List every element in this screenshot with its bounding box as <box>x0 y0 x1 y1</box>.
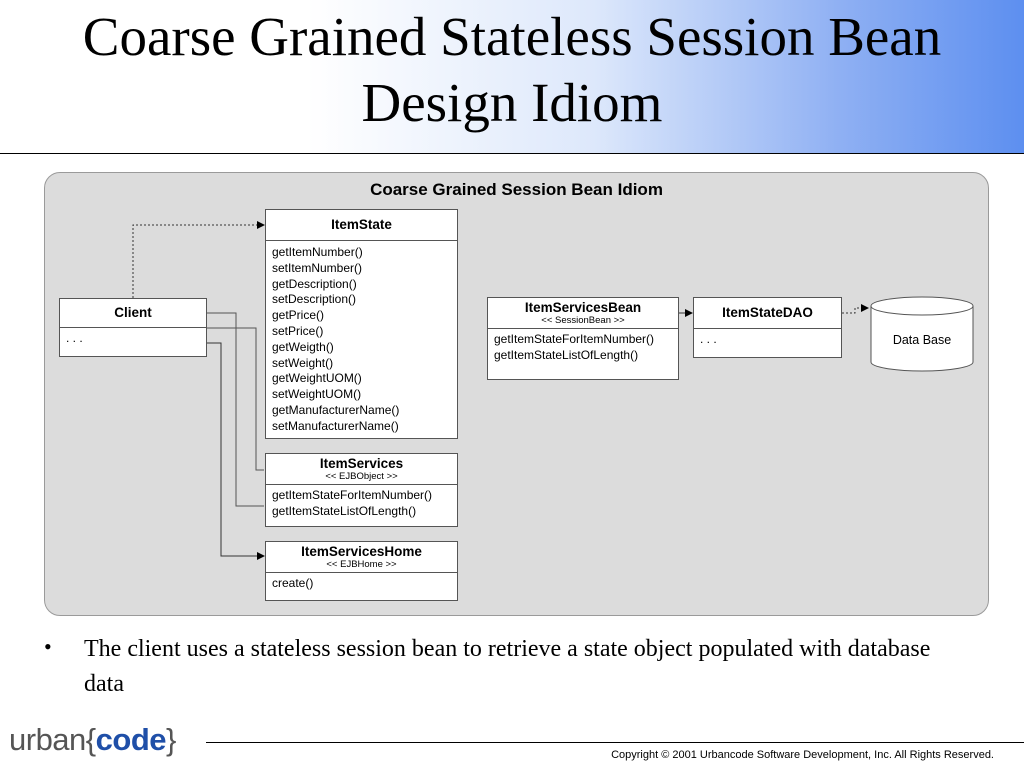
itemstate-class-name: ItemState <box>266 210 457 241</box>
itemserviceshome-class-name: ItemServicesHome <box>301 544 422 559</box>
itemstatedao-class <box>693 297 842 358</box>
itemstate-method: getWeightUOM() <box>272 371 362 386</box>
itemstatedao-class-name: ItemStateDAO <box>694 298 841 329</box>
itemservicesbean-method: getItemStateForItemNumber() <box>494 332 655 346</box>
itemservices-method: getItemStateListOfLength() <box>272 503 417 518</box>
itemstate-method: getManufacturerName() <box>272 402 400 417</box>
itemstatedao-class-body: . . . <box>700 332 717 346</box>
itemservices-method: getItemStateForItemNumber() <box>272 488 433 502</box>
itemserviceshome-stereotype: << EJBHome >> <box>326 559 397 570</box>
itemstate-method: getPrice() <box>272 308 325 323</box>
itemservicesbean-class-name: ItemServicesBean <box>524 300 642 315</box>
database-label: Data Base <box>892 333 952 347</box>
slide-title: Coarse Grained Stateless Session Bean Design Idiom <box>82 6 942 133</box>
itemstate-method: getItemNumber() <box>272 245 363 259</box>
itemstate-method: setDescription() <box>272 292 357 307</box>
dao-to-database-arrow <box>842 308 868 313</box>
itemserviceshome-class-header <box>266 542 457 573</box>
diagram-title: Coarse Grained Session Bean Idiom <box>370 180 663 199</box>
client-class-name: Client <box>60 299 206 328</box>
urbancode-logo <box>9 722 176 758</box>
itemstate-method: setWeight() <box>272 355 334 370</box>
itemserviceshome-method: create() <box>272 576 314 590</box>
itemstate-method: getWeigth() <box>272 339 334 354</box>
itemserviceshome-class <box>265 541 458 601</box>
itemservices-class-header <box>266 454 457 485</box>
bullet-marker: • <box>44 634 52 659</box>
itemstate-method: setPrice() <box>272 323 324 338</box>
client-class-body: . . . <box>66 331 83 345</box>
logo-text-urban: urban <box>9 722 86 757</box>
logo-text-code: code <box>95 722 167 757</box>
itemservicesbean-method: getItemStateListOfLength() <box>494 347 639 362</box>
bullet-text: The client uses a stateless session bean to retrieve a state object populated with database data <box>84 636 931 697</box>
client-class <box>59 298 207 357</box>
itemservices-class <box>265 453 458 527</box>
itemstate-method: setWeightUOM() <box>272 387 362 402</box>
footer-divider <box>206 742 1024 743</box>
itemservicesbean-class-header <box>488 298 678 329</box>
itemstate-method: getDescription() <box>272 276 357 291</box>
itemservicesbean-stereotype: << SessionBean >> <box>541 315 625 326</box>
itemservices-stereotype: << EJBObject >> <box>325 471 398 482</box>
copyright-notice: Copyright © 2001 Urbancode Software Development, Inc. All Rights Reserved. <box>611 749 994 761</box>
client-to-itemservices-link <box>207 313 264 506</box>
itemservicesbean-class <box>487 297 679 380</box>
logo-open-brace: { <box>85 722 96 757</box>
itemstate-class <box>265 209 458 439</box>
logo-close-brace: } <box>166 722 176 757</box>
itemstate-method: setManufacturerName() <box>272 418 399 433</box>
client-to-itemstate-dependency <box>133 225 264 298</box>
itemservices-class-name: ItemServices <box>319 456 404 471</box>
itemstate-method: setItemNumber() <box>272 260 363 275</box>
